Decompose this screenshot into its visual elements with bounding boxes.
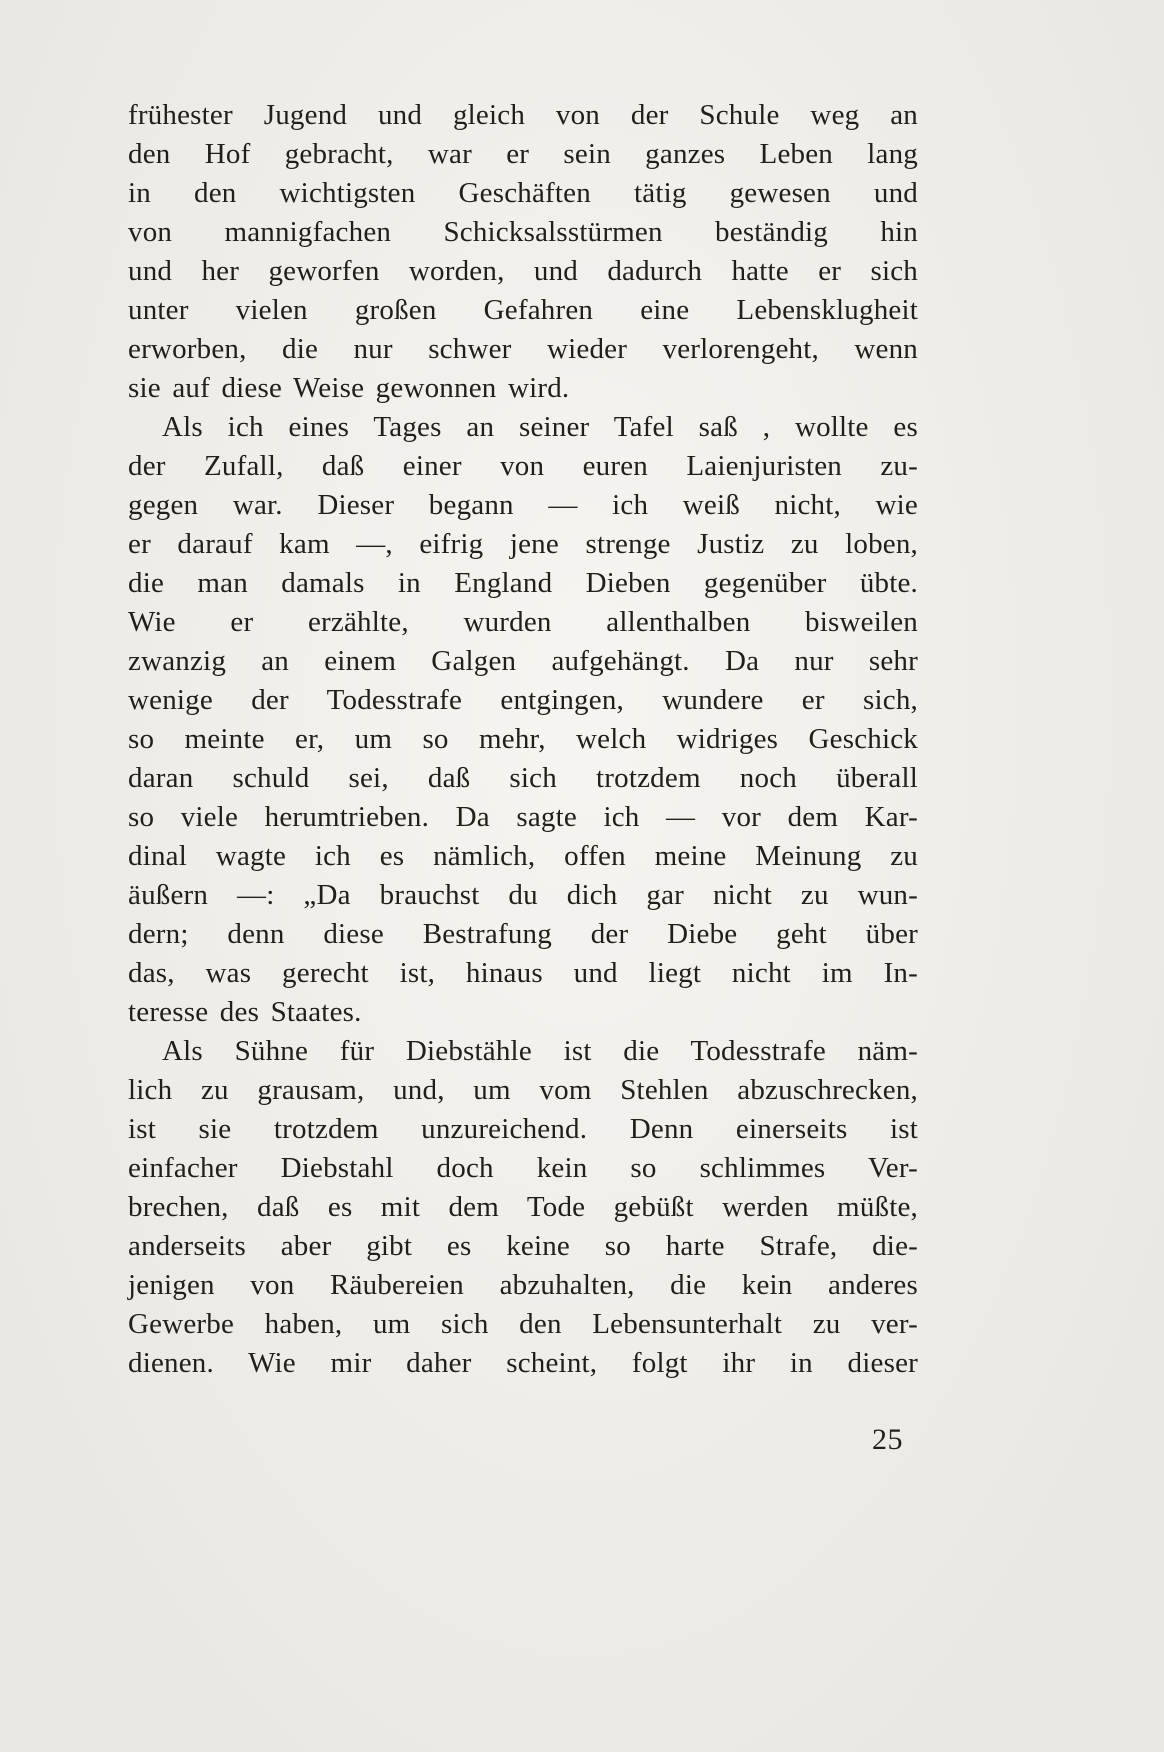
text-line: in den wichtigsten Geschäften tätig gewesen und [128, 177, 918, 209]
text-line: der Zufall, daß einer von euren Laienjuristen zu- [128, 450, 918, 482]
paragraph [128, 1032, 918, 1383]
paragraph [128, 96, 918, 408]
text-line: frühester Jugend und gleich von der Schule weg an [128, 99, 918, 131]
text-line: teresse des Staates. [128, 996, 362, 1028]
body-text [128, 96, 918, 1383]
text-line: einfacher Diebstahl doch kein so schlimmes Ver- [128, 1152, 918, 1184]
paragraph [128, 408, 918, 1032]
text-line: Wie er erzählte, wurden allenthalben bisweilen [128, 606, 918, 638]
text-line: das, was gerecht ist, hinaus und liegt nicht im In- [128, 957, 918, 989]
text-line: dinal wagte ich es nämlich, offen meine Meinung zu [128, 840, 918, 872]
text-line: den Hof gebracht, war er sein ganzes Leben lang [128, 138, 918, 170]
text-line: jenigen von Räubereien abzuhalten, die kein anderes [128, 1269, 918, 1301]
text-line: so viele herumtrieben. Da sagte ich — vor dem Kar- [128, 801, 918, 833]
text-line: daran schuld sei, daß sich trotzdem noch überall [128, 762, 918, 794]
text-line: gegen war. Dieser begann — ich weiß nicht, wie [128, 489, 918, 521]
text-line: brechen, daß es mit dem Tode gebüßt werden müßte, [128, 1191, 918, 1223]
text-line: er darauf kam —, eifrig jene strenge Justiz zu loben, [128, 528, 918, 560]
text-line: die man damals in England Dieben gegenüber übte. [128, 567, 918, 599]
text-line: lich zu grausam, und, um vom Stehlen abzuschrecken, [128, 1074, 918, 1106]
text-line: ist sie trotzdem unzureichend. Denn einerseits ist [128, 1113, 918, 1145]
text-line: erworben, die nur schwer wieder verlorengeht, wenn [128, 333, 918, 365]
text-line: anderseits aber gibt es keine so harte Strafe, die- [128, 1230, 918, 1262]
text-line: zwanzig an einem Galgen aufgehängt. Da nur sehr [128, 645, 918, 677]
text-line: Als ich eines Tages an seiner Tafel saß , wollte es [162, 411, 918, 443]
text-line: Als Sühne für Diebstähle ist die Todesstrafe näm- [162, 1035, 918, 1067]
text-line: von mannigfachen Schicksalsstürmen beständig hin [128, 216, 918, 248]
text-line: wenige der Todesstrafe entgingen, wundere er sich, [128, 684, 918, 716]
text-line: so meinte er, um so mehr, welch widriges Geschick [128, 723, 918, 755]
text-line: Gewerbe haben, um sich den Lebensunterhalt zu ver- [128, 1308, 918, 1340]
text-line: äußern —: „Da brauchst du dich gar nicht zu wun- [128, 879, 918, 911]
page-number: 25 [872, 1423, 903, 1456]
text-line: dern; denn diese Bestrafung der Diebe geht über [128, 918, 918, 950]
text-line: unter vielen großen Gefahren eine Lebensklugheit [128, 294, 918, 326]
text-line: sie auf diese Weise gewonnen wird. [128, 372, 570, 404]
text-line: dienen. Wie mir daher scheint, folgt ihr in dieser [128, 1347, 918, 1379]
text-line: und her geworfen worden, und dadurch hatte er sich [128, 255, 918, 287]
